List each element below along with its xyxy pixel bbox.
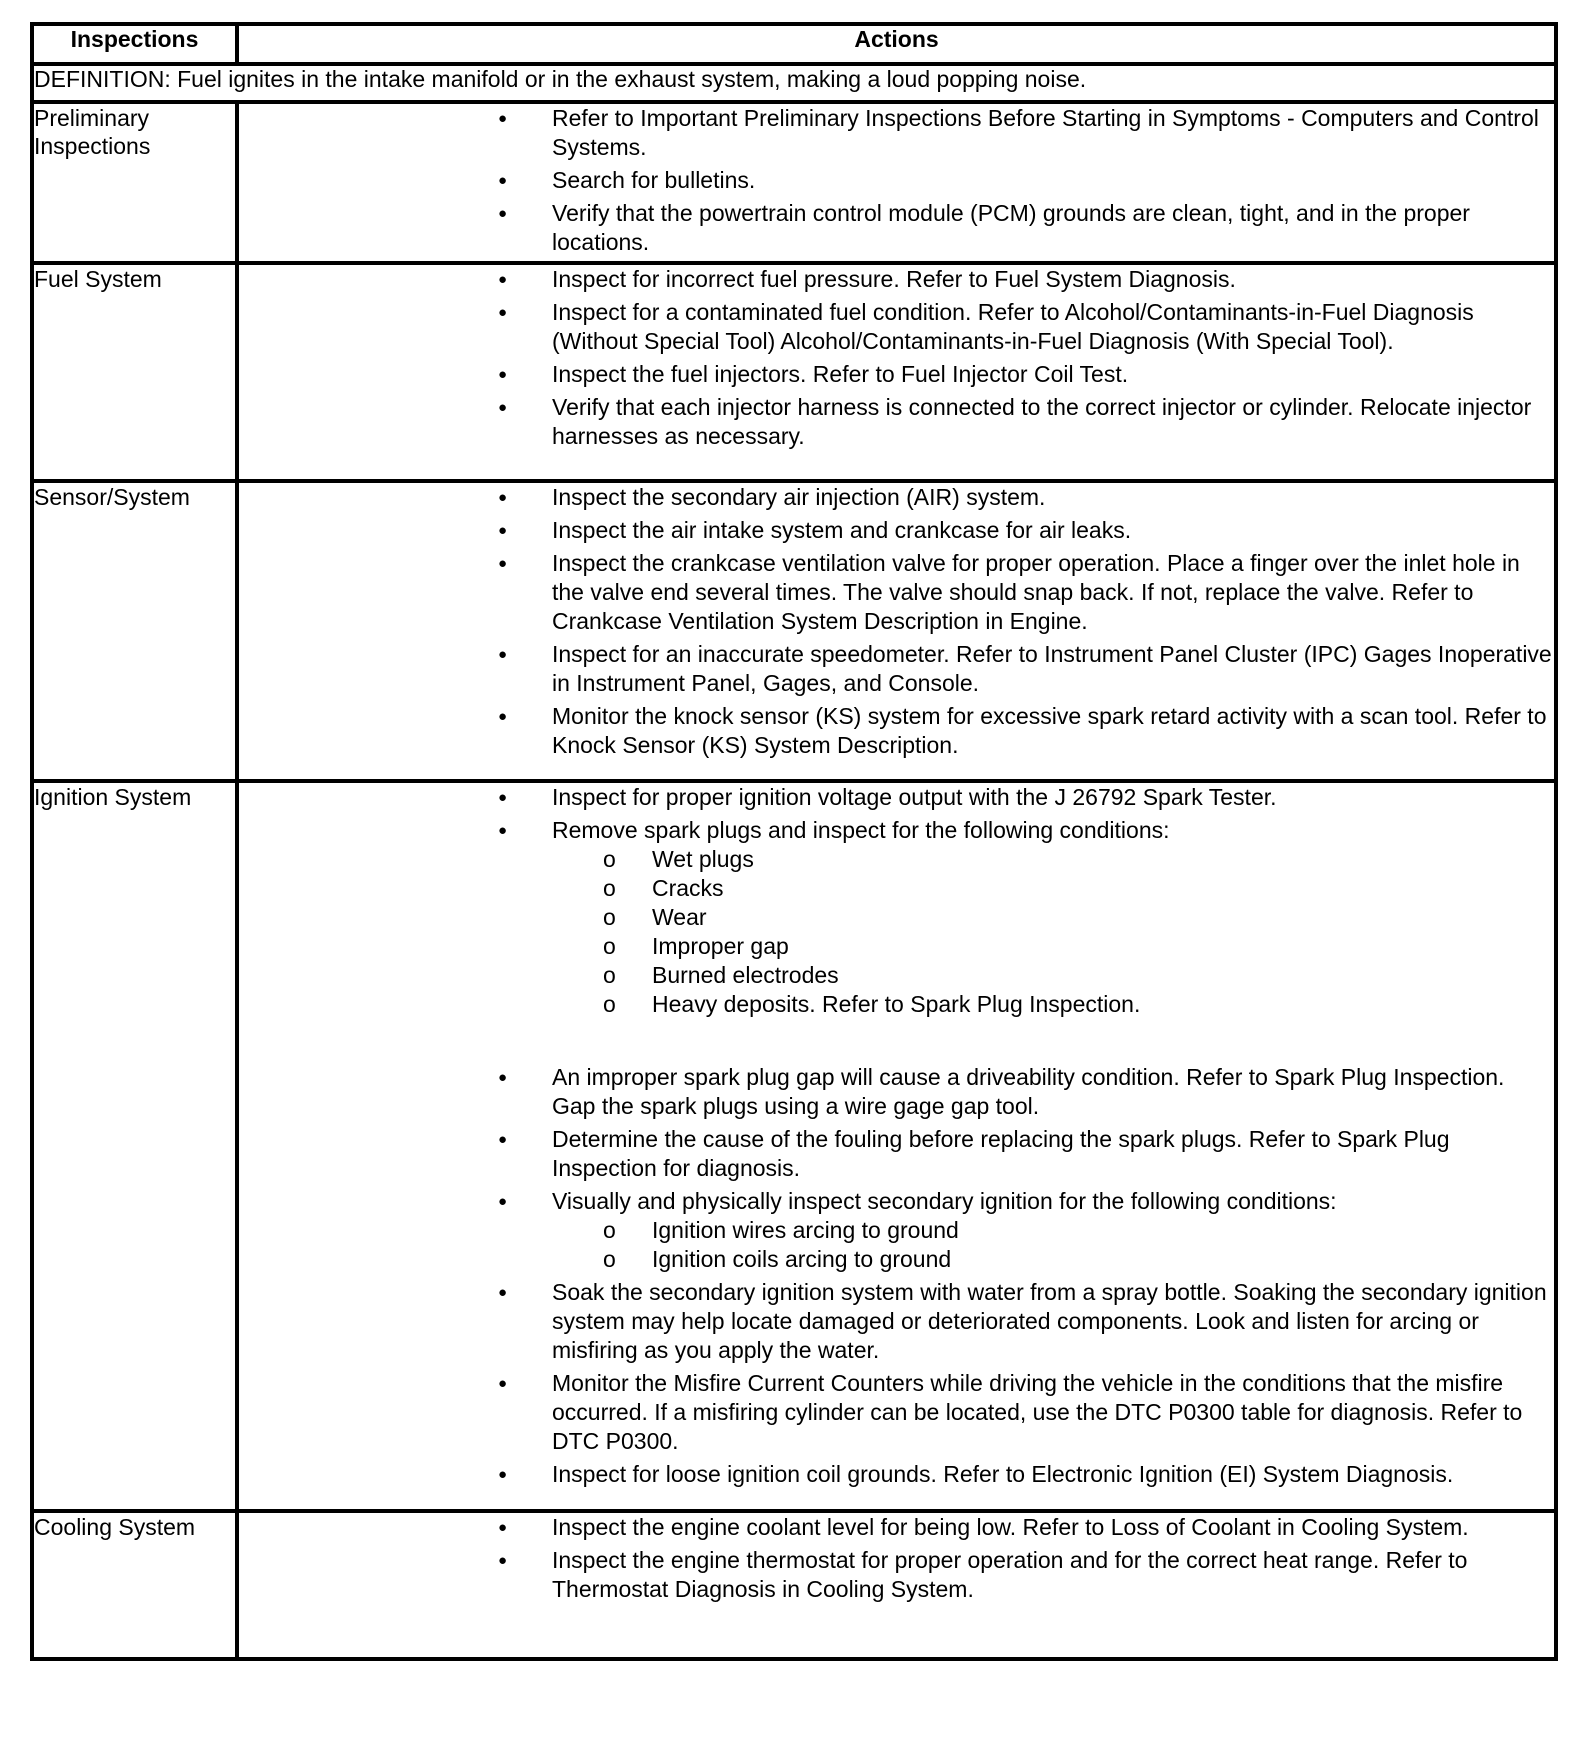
header-actions: Actions [237, 24, 1556, 64]
sub-list-item: o Wear [552, 903, 1554, 932]
list-item: ● Inspect the secondary air injection (AIR) system. [239, 483, 1554, 512]
table-row [32, 263, 1556, 481]
list-item: ● Search for bulletins. [239, 166, 1554, 195]
table-row [32, 1511, 1556, 1659]
diagnostic-table [30, 22, 1558, 1661]
row-actions [237, 102, 1556, 263]
sub-list-item: o Heavy deposits. Refer to Spark Plug Inspection. [552, 990, 1554, 1019]
list-item: ● Soak the secondary ignition system with water from a spray bottle. Soaking the secondary ignition system may help locate damaged or deteriorated components. Look and listen for arcing or misfiring as you apply the water. [239, 1278, 1554, 1365]
list-item: ● Inspect the engine coolant level for being low. Refer to Loss of Coolant in Cooling System. [239, 1513, 1554, 1542]
row-label: Preliminary Inspections [32, 102, 237, 263]
sub-list-item: o Cracks [552, 874, 1554, 903]
list-item: ● An improper spark plug gap will cause a driveability condition. Refer to Spark Plug Inspection. Gap the spark plugs using a wire gage gap tool. [239, 1063, 1554, 1121]
sub-list-item: o Ignition coils arcing to ground [552, 1245, 1554, 1274]
row-label: Cooling System [32, 1511, 237, 1659]
header-inspections: Inspections [32, 24, 237, 64]
list-item: ● Monitor the Misfire Current Counters while driving the vehicle in the conditions that the misfire occurred. If a misfiring cylinder can be located, use the DTC P0300 table for diagnosis. Refer to DTC P0300. [239, 1369, 1554, 1456]
list-item: ● Inspect the crankcase ventilation valve for proper operation. Place a finger over the inlet hole in the valve end several times. The valve should snap back. If not, replace the valve. Refer to Crankcase Ventilation System Description in Engine. [239, 549, 1554, 636]
row-actions [237, 781, 1556, 1511]
row-label: Ignition System [32, 781, 237, 1511]
sub-list-item: o Burned electrodes [552, 961, 1554, 990]
table-row [32, 102, 1556, 263]
definition-text: DEFINITION: Fuel ignites in the intake manifold or in the exhaust system, making a loud popping noise. [32, 64, 1556, 102]
list-item: ● Inspect for a contaminated fuel condition. Refer to Alcohol/Contaminants-in-Fuel Diagnosis (Without Special Tool) Alcohol/Contaminants-in-Fuel Diagnosis (With Special Tool). [239, 298, 1554, 356]
sub-list-item: o Ignition wires arcing to ground [552, 1216, 1554, 1245]
row-actions [237, 263, 1556, 481]
row-label: Fuel System [32, 263, 237, 481]
sub-list [552, 1216, 1554, 1274]
list-item: ● Inspect for an inaccurate speedometer. Refer to Instrument Panel Cluster (IPC) Gages Inoperative in Instrument Panel, Gages, and Console. [239, 640, 1554, 698]
sub-list-item: o Improper gap [552, 932, 1554, 961]
list-item: ● Inspect the fuel injectors. Refer to Fuel Injector Coil Test. [239, 360, 1554, 389]
list-item: ● Inspect for proper ignition voltage output with the J 26792 Spark Tester. [239, 783, 1554, 812]
list-item: ● Refer to Important Preliminary Inspections Before Starting in Symptoms - Computers and Control Systems. [239, 104, 1554, 162]
list-item: ● Determine the cause of the fouling before replacing the spark plugs. Refer to Spark Plug Inspection for diagnosis. [239, 1125, 1554, 1183]
list-item: ● Inspect for incorrect fuel pressure. Refer to Fuel System Diagnosis. [239, 265, 1554, 294]
definition-row [32, 64, 1556, 102]
list-item: ● Verify that the powertrain control module (PCM) grounds are clean, tight, and in the proper locations. [239, 199, 1554, 257]
list-item: ● Inspect for loose ignition coil grounds. Refer to Electronic Ignition (EI) System Diagnosis. [239, 1460, 1554, 1489]
list-item: ● Monitor the knock sensor (KS) system for excessive spark retard activity with a scan tool. Refer to Knock Sensor (KS) System Description. [239, 702, 1554, 760]
row-actions [237, 481, 1556, 781]
list-item: ● Visually and physically inspect secondary ignition for the following conditions: o Ignition wires arcing to ground o Ignition coils arcing to ground [239, 1187, 1554, 1274]
header-row [32, 24, 1556, 64]
sub-list [552, 845, 1554, 1019]
table-row [32, 481, 1556, 781]
row-actions [237, 1511, 1556, 1659]
list-item: ● Inspect the air intake system and crankcase for air leaks. [239, 516, 1554, 545]
row-label: Sensor/System [32, 481, 237, 781]
sub-list-item: o Wet plugs [552, 845, 1554, 874]
list-item: ● Inspect the engine thermostat for proper operation and for the correct heat range. Refer to Thermostat Diagnosis in Cooling System. [239, 1546, 1554, 1604]
list-item: ● Verify that each injector harness is connected to the correct injector or cylinder. Relocate injector harnesses as necessary. [239, 393, 1554, 451]
list-item: ● Remove spark plugs and inspect for the following conditions: o Wet plugs o Cracks o Wear o Improper gap o Burned electrodes o Heavy deposits. Refer to Spark Plug Inspection. [239, 816, 1554, 1059]
table-row [32, 781, 1556, 1511]
